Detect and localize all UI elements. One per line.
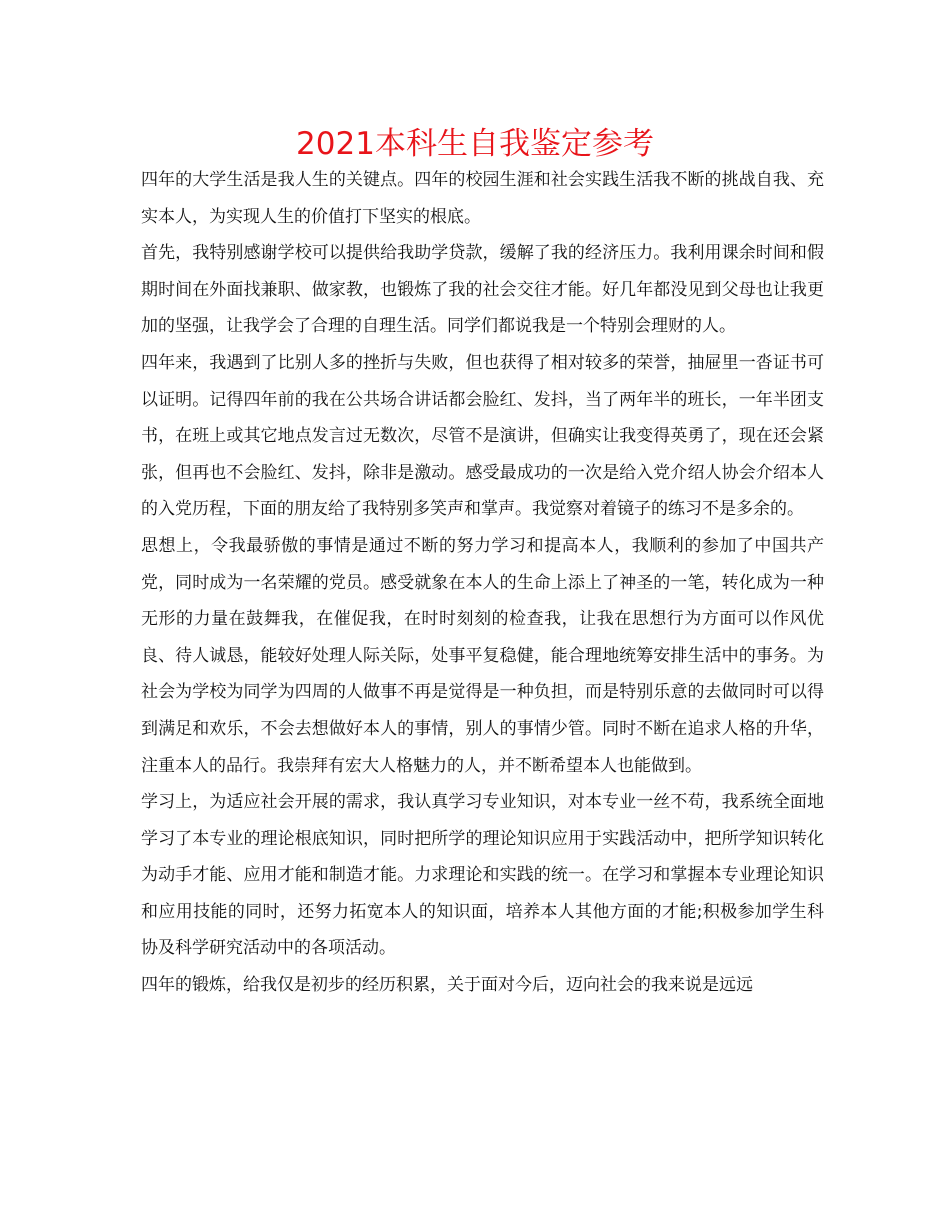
document-body [141, 162, 824, 1004]
paragraph-study: 学习上，为适应社会开展的需求，我认真学习专业知识，对本专业一丝不苟，我系统全面地学习了本专业的理论根底知识，同时把所学的理论知识应用于实践活动中，把所学知识转化为动手才能、应用才能和制造才能。力求理论和实践的统一。在学习和掌握本专业理论知识和应用技能的同时，还努力拓宽本人的知识面，培养本人其他方面的才能;积极参加学生科协及科学研究活动中的各项活动。 [141, 792, 824, 959]
document-title: 2021本科生自我鉴定参考 [296, 126, 654, 162]
paragraph-ideology: 思想上，令我最骄傲的事情是通过不断的努力学习和提高本人，我顺利的参加了中国共产党，同时成为一名荣耀的党员。感受就象在本人的生命上添上了神圣的一笔，转化成为一种无形的力量在鼓舞我，在催促我，在时时刻刻的检查我，让我在思想行为方面可以作风优良、待人诚恳，能较好处理人际关际，处事平复稳健，能合理地统筹安排生活中的事务。为社会为学校为同学为四周的人做事不再是觉得是一种负担，而是特别乐意的去做同时可以得到满足和欢乐，不会去想做好本人的事情，别人的事情少管。同时不断在追求人格的升华，注重本人的品行。我崇拜有宏大人格魅力的人，并不断希望本人也能做到。 [141, 535, 824, 776]
paragraph-gratitude: 首先，我特别感谢学校可以提供给我助学贷款，缓解了我的经济压力。我利用课余时间和假期时间在外面找兼职、做家教，也锻炼了我的社会交往才能。好几年都没见到父母也让我更加的坚强，让我学会了合理的自理生活。同学们都说我是一个特别会理财的人。 [141, 243, 824, 337]
paragraph-growth: 四年来，我遇到了比别人多的挫折与失败，但也获得了相对较多的荣誉，抽屉里一沓证书可以证明。记得四年前的我在公共场合讲话都会脸红、发抖，当了两年半的班长，一年半团支书，在班上或其它地点发言过无数次，尽管不是演讲，但确实让我变得英勇了，现在还会紧张，但再也不会脸红、发抖，除非是激动。感受最成功的一次是给入党介绍人协会介绍本人的入党历程，下面的朋友给了我特别多笑声和掌声。我觉察对着镜子的练习不是多余的。 [141, 352, 824, 520]
paragraph-conclusion: 四年的锻炼，给我仅是初步的经历积累，关于面对今后，迈向社会的我来说是远远 [141, 975, 753, 996]
paragraph-intro: 四年的大学生活是我人生的关键点。四年的校园生涯和社会实践生活我不断的挑战自我、充实本人，为实现人生的价值打下坚实的根底。 [141, 170, 824, 227]
